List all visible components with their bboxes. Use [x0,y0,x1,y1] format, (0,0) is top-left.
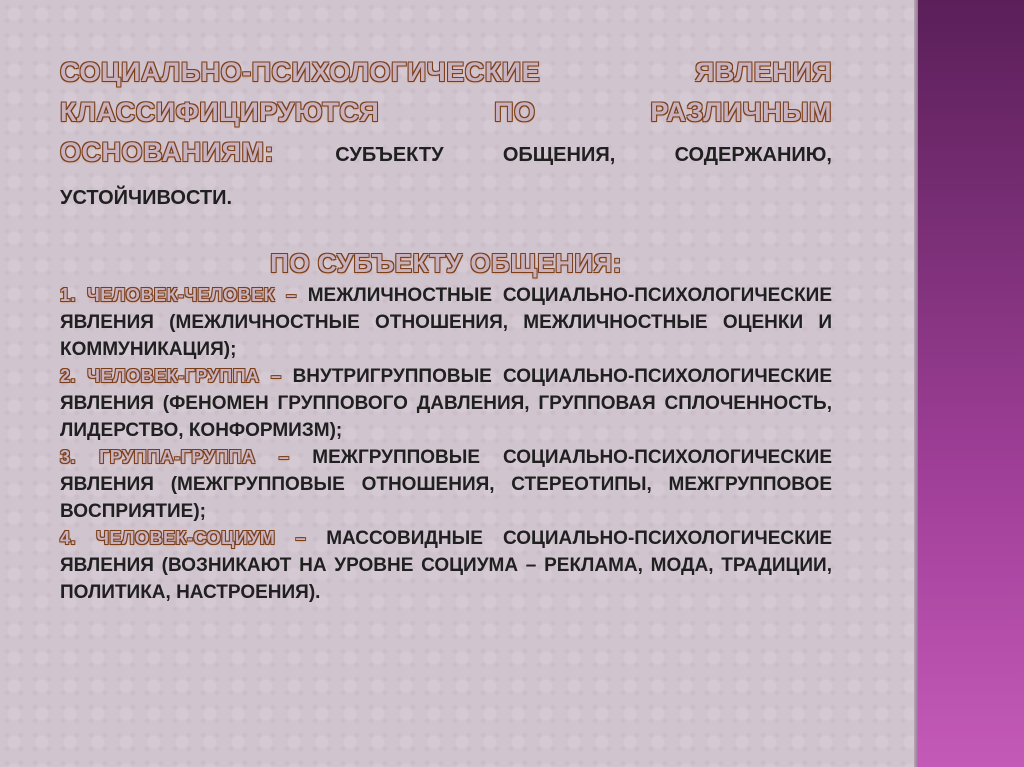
item-4-text: МАССОВИДНЫЕ СОЦИАЛЬНО-ПСИХОЛОГИЧЕСКИЕ ЯВЛЕНИЯ (ВОЗНИКАЮТ НА УРОВНЕ СОЦИУМА – РЕКЛАМА, МОДА, ТРАДИЦИИ, ПОЛИТИКА, НАСТРОЕНИЯ). [60,528,833,603]
classification-list [60,282,832,606]
item-3-label: 3. ГРУППА-ГРУППА – [60,447,290,467]
item-2-text: ВНУТРИГРУППОВЫЕ СОЦИАЛЬНО-ПСИХОЛОГИЧЕСКИЕ ЯВЛЕНИЯ (ФЕНОМЕН ГРУППОВОГО ДАВЛЕНИЯ, ГРУППОВАЯ СПЛОЧЕННОСТЬ, ЛИДЕРСТВО, КОНФОРМИЗМ); [60,366,833,441]
list-item-4 [60,525,832,606]
slide-content [60,52,832,606]
intro-paragraph [60,52,832,218]
intro-highlight: СОЦИАЛЬНО-ПСИХОЛОГИЧЕСКИЕ ЯВЛЕНИЯ КЛАССИФИЦИРУЮТСЯ ПО РАЗЛИЧНЫМ ОСНОВАНИЯМ: [60,57,832,167]
item-2-label: 2. ЧЕЛОВЕК-ГРУППА – [60,366,282,386]
list-item-3 [60,444,832,525]
item-1-text: МЕЖЛИЧНОСТНЫЕ СОЦИАЛЬНО-ПСИХОЛОГИЧЕСКИЕ ЯВЛЕНИЯ (МЕЖЛИЧНОСТНЫЕ ОТНОШЕНИЯ, МЕЖЛИЧНОСТНЫЕ ОЦЕНКИ И КОММУНИКАЦИЯ); [60,285,832,360]
item-4-label: 4. ЧЕЛОВЕК-СОЦИУМ – [60,528,307,548]
decorative-sidebar [918,0,1024,767]
list-item-2 [60,363,832,444]
intro-text: СУБЪЕКТУ ОБЩЕНИЯ, СОДЕРЖАНИЮ, УСТОЙЧИВОСТИ. [60,144,832,209]
item-1-label: 1. ЧЕЛОВЕК-ЧЕЛОВЕК – [60,285,297,305]
item-3-text: МЕЖГРУППОВЫЕ СОЦИАЛЬНО-ПСИХОЛОГИЧЕСКИЕ ЯВЛЕНИЯ (МЕЖГРУППОВЫЕ ОТНОШЕНИЯ, СТЕРЕОТИПЫ, МЕЖГРУППОВОЕ ВОСПРИЯТИЕ); [60,447,832,522]
list-item-1 [60,282,832,363]
subheading: ПО СУБЪЕКТУ ОБЩЕНИЯ: [270,248,622,278]
